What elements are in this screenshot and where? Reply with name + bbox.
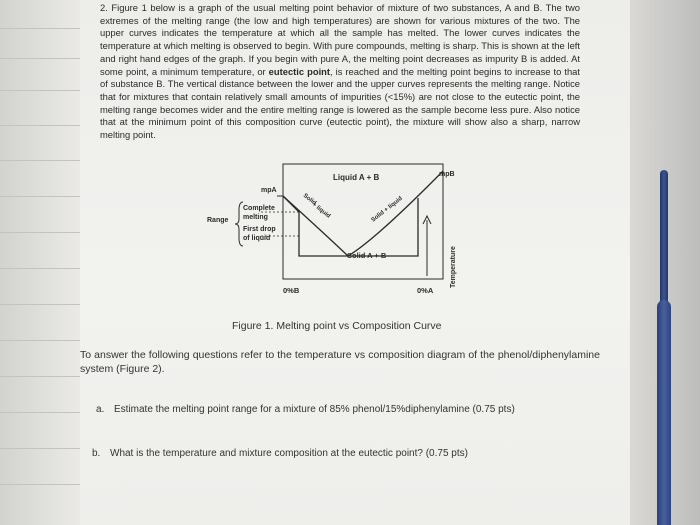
description-paragraph	[100, 2, 580, 142]
question-b	[92, 448, 468, 459]
question-a-text: Estimate the melting point range for a mixture of 85% phenol/15%diphenylamine (0.75 pts)	[114, 404, 515, 415]
paragraph-text-2: , is reached and the melting point begins to increase to that of substance B. The vertical distance between the lower and the upper curves represents the melting range. Notice that for mixtures that contain relatively small amounts of impurities (<15%) are not close to the eutectic point, the melting range becomes wider and the entire melting range is lowered as the sample become less pure. Also notice that at the minimum point of this composition curve (eutectic point), the mixture will show also a sharp, narrow melting point.	[100, 65, 580, 141]
complete-melting-label-1: Complete	[243, 205, 275, 212]
paragraph-text-1: below is a graph of the usual melting point behavior of mixture of two substances, A and B. The two extremes of the melting range (the low and high temperatures) are shown for various mixtures of the two. The upper curves indicates the temperature at which all the sample has melted. The lower curves indicates the temperature at which melting is observed to begin. With pure compounds, melting is sharp. This is shown at the left and right hand edges of the graph. If you begin with pure A, the melting point decreases as impurity B is added. At some point, a minimum temperature, or	[100, 2, 580, 77]
range-brace	[235, 202, 243, 246]
notebook-edge	[0, 0, 86, 525]
solid-liquid-right-label: Solid + liquid	[370, 195, 404, 224]
eutectic-term: eutectic point	[268, 65, 331, 77]
first-drop-label-2: of liquid	[243, 235, 271, 242]
question-b-text: What is the temperature and mixture composition at the eutectic point? (0.75 pts)	[110, 448, 468, 459]
question-a	[96, 404, 515, 415]
blue-pen	[657, 300, 671, 525]
temperature-label: Temperature	[450, 246, 457, 288]
solid-label: Solid A + B	[347, 251, 387, 260]
complete-melting-label-2: melting	[243, 214, 268, 221]
figure-reference: Figure 1	[111, 2, 147, 13]
question-b-marker: b.	[92, 448, 101, 459]
figure-caption: Figure 1. Melting point vs Composition Curve	[232, 320, 442, 332]
range-label: Range	[207, 217, 229, 224]
mpb-label: mpB	[439, 171, 455, 178]
pen-clip	[660, 170, 668, 320]
zero-percent-b-label: 0%B	[283, 286, 300, 295]
liquidus-curve	[283, 171, 443, 256]
zero-percent-a-label: 0%A	[417, 286, 434, 295]
first-drop-label-1: First drop	[243, 226, 276, 233]
instructions-text: To answer the following questions refer to the temperature vs composition diagram of the phenol/diphenylamine system (Figure 2).	[80, 349, 600, 375]
question-a-marker: a.	[96, 404, 105, 415]
question-number: 2.	[100, 2, 108, 13]
liquid-label: Liquid A + B	[333, 173, 380, 182]
solid-liquid-left-label-2: + liquid	[310, 201, 332, 220]
mpa-label: mpA	[261, 187, 277, 194]
solid-liquid-left-label-1: Solid	[301, 192, 318, 207]
melting-point-diagram	[195, 160, 465, 300]
